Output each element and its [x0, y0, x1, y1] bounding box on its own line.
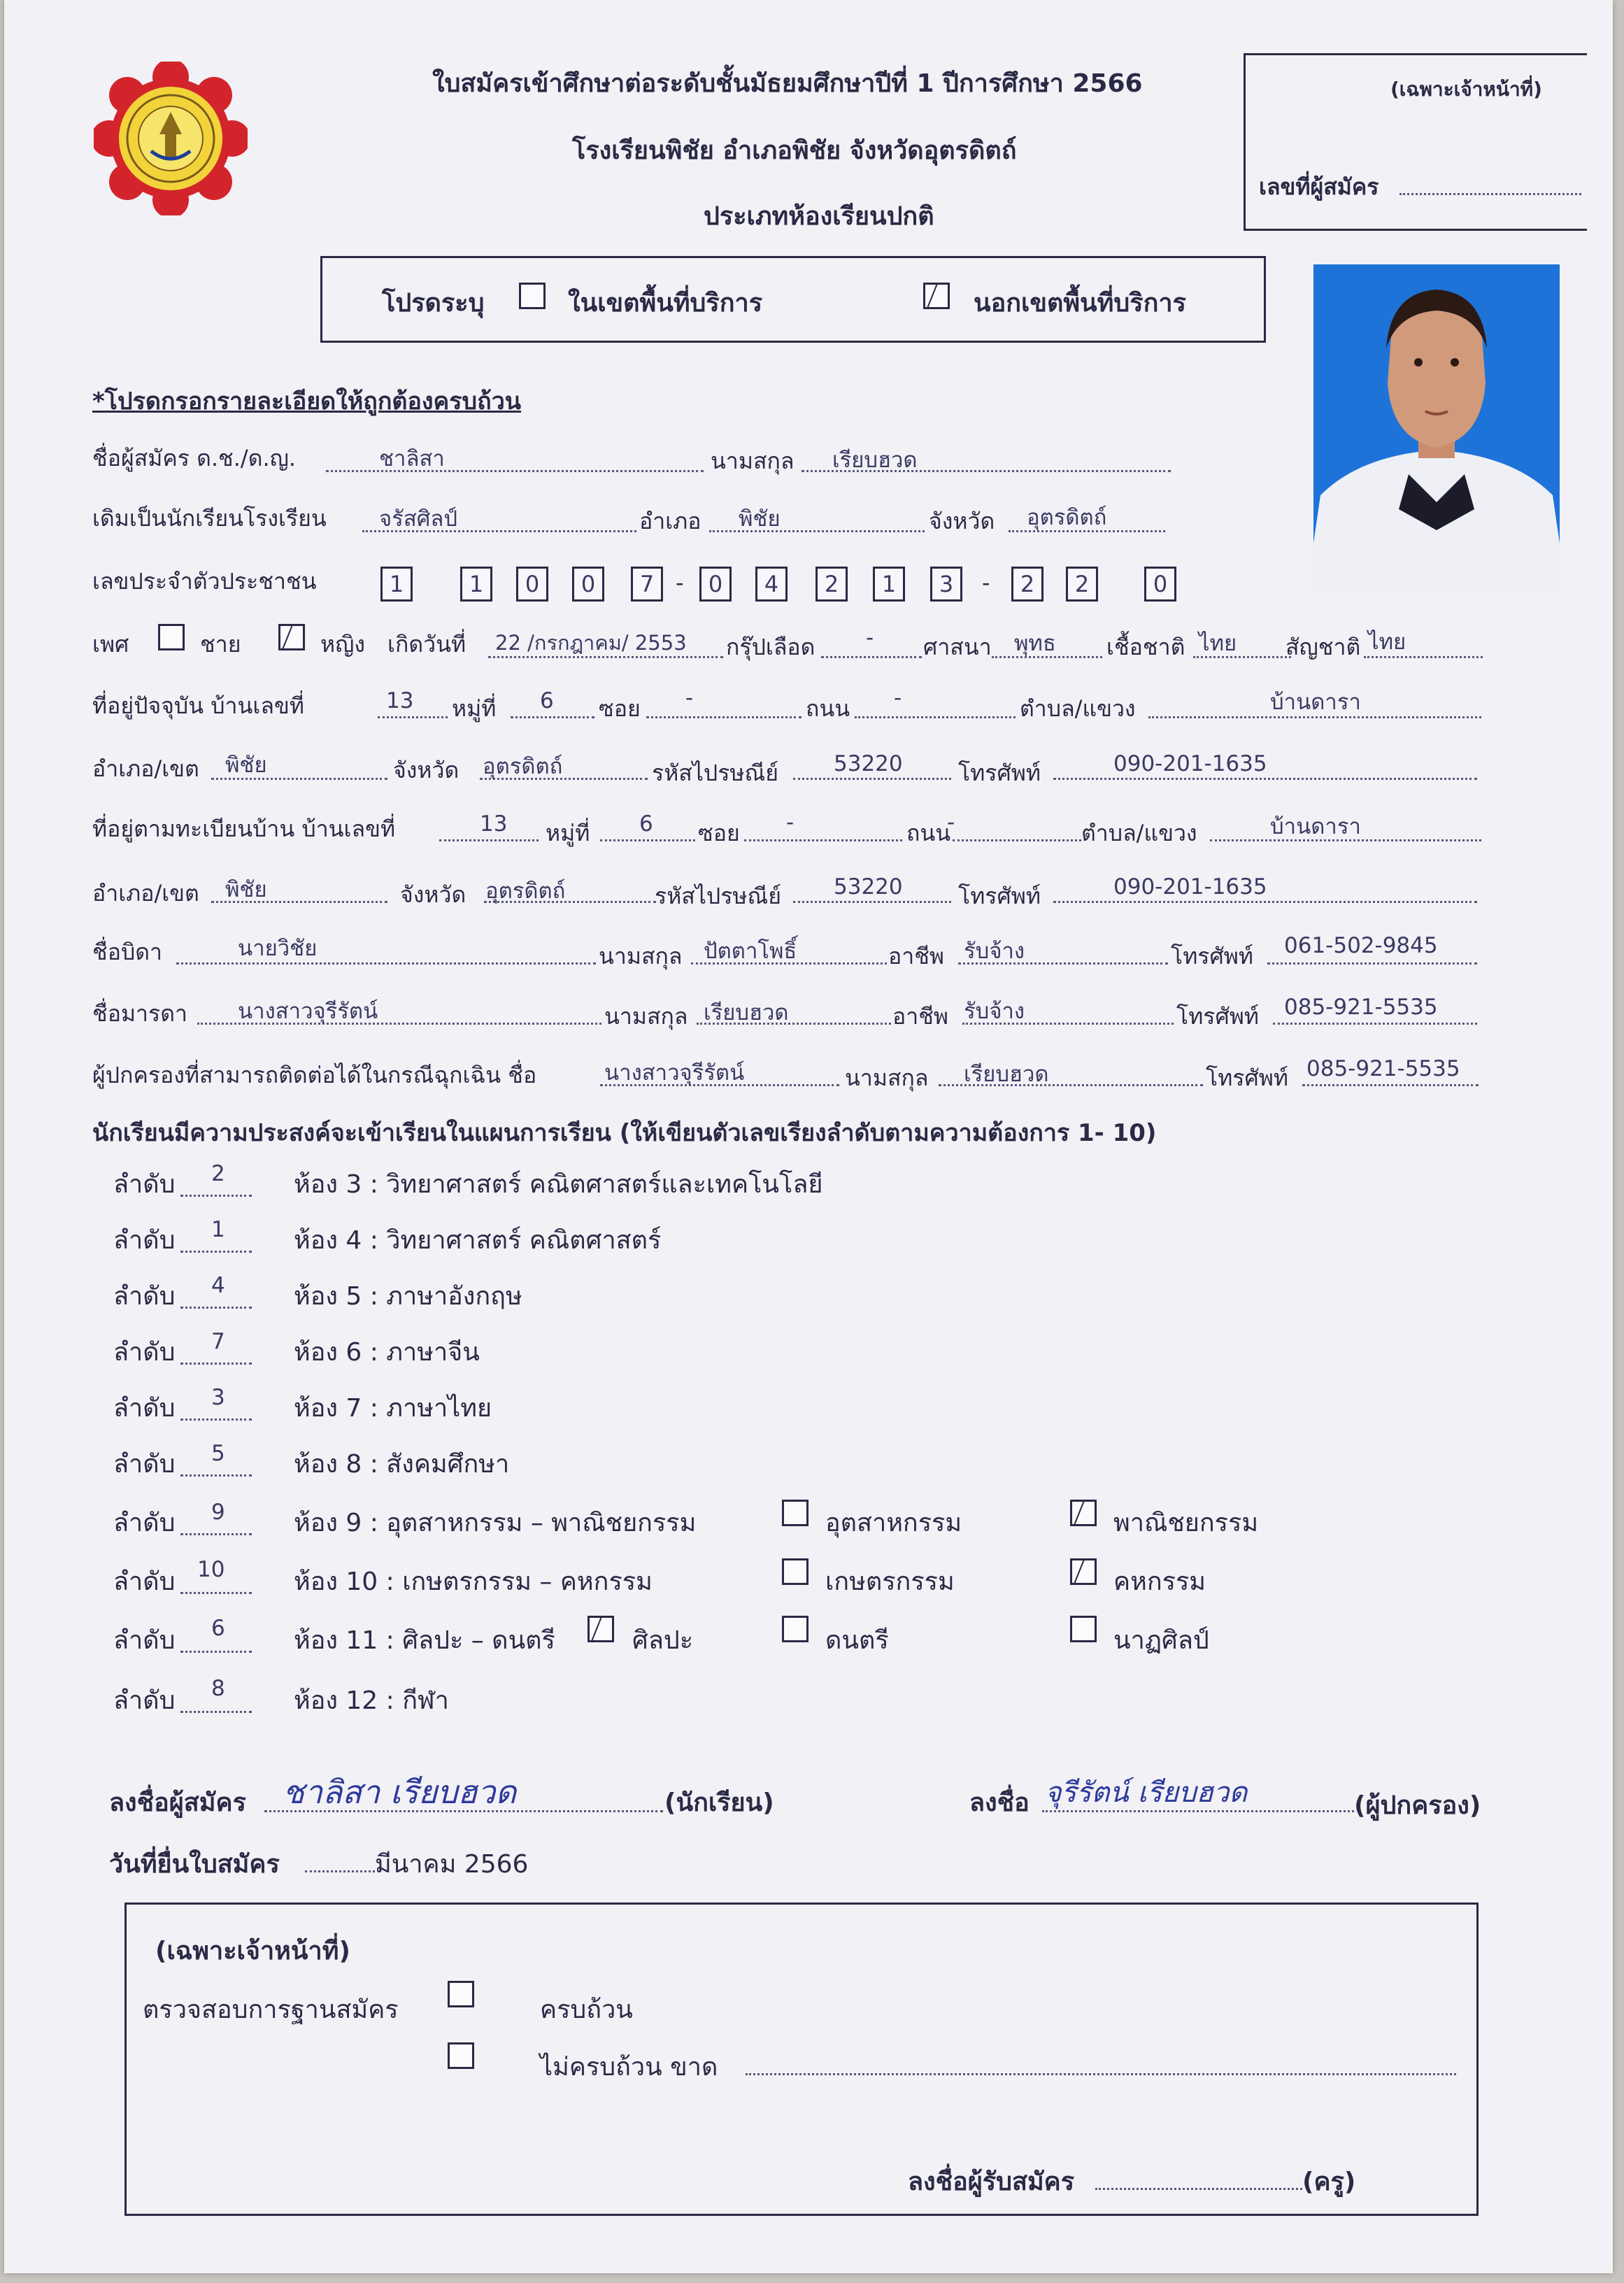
first-name-value[interactable]: ชาลิสา [379, 446, 445, 471]
registered-moo-value[interactable]: 6 [639, 811, 653, 837]
in-area-checkbox[interactable] [519, 283, 546, 309]
current-road-line [855, 716, 1016, 718]
current-province-value[interactable]: อุตรดิตถ์ [483, 754, 563, 779]
mother-surname-value[interactable]: เรียบฮวด [704, 1000, 789, 1025]
father-label: ชื่อบิดา [92, 939, 162, 965]
submission-date-line [305, 1870, 375, 1872]
registered-district-value[interactable]: พิชัย [225, 877, 267, 902]
id-digit-4[interactable]: 0 [572, 567, 604, 602]
submission-date-value[interactable]: มีนาคม 2566 [375, 1850, 529, 1879]
school-district-value[interactable]: พิชัย [739, 506, 781, 532]
rank-line [180, 1418, 252, 1421]
rank-label: ลำดับ [113, 1170, 176, 1199]
rank-value-room4[interactable]: 1 [211, 1217, 225, 1242]
guardian-label: ผู้ปกครองที่สามารถติดต่อได้ในกรณีฉุกเฉิน ชื่อ [92, 1062, 537, 1088]
rank-label: ลำดับ [113, 1567, 176, 1596]
father-job-value[interactable]: รับจ้าง [964, 939, 1025, 964]
classroom-type: ประเภทห้องเรียนปกติ [704, 202, 934, 231]
mother-job-value[interactable]: รับจ้าง [964, 999, 1025, 1024]
application-form [4, 0, 1613, 2273]
school-province-value[interactable]: อุตรดิตถ์ [1027, 505, 1107, 530]
rank-line [180, 1711, 252, 1713]
registered-subdistrict-value[interactable]: บ้านดารา [1270, 814, 1361, 839]
current-moo-line [511, 716, 594, 718]
industry-label: อุตสาหกรรม [825, 1509, 962, 1537]
current-subdistrict-label: ตำบล/แขวง [1020, 695, 1136, 722]
father-phone-line [1267, 962, 1477, 965]
incomplete-checkbox[interactable] [448, 2042, 474, 2069]
mother-phone-line [1273, 1023, 1477, 1025]
room-8-label: ห้อง 8 : สังคมศึกษา [294, 1450, 510, 1479]
rank-label: ลำดับ [113, 1338, 176, 1367]
id-digit-9[interactable]: 1 [873, 567, 905, 602]
registered-phone-label: โทรศัพท์ [958, 883, 1041, 909]
room-12-label: ห้อง 12 : กีฬา [294, 1686, 449, 1715]
national-id-label: เลขประจำตัวประชาชน [92, 568, 317, 595]
applicant-name-label: ชื่อผู้สมัคร ด.ช./ด.ญ. [92, 445, 297, 471]
submission-date-label: วันที่ยื่นใบสมัคร [109, 1850, 280, 1879]
rank-value-room9[interactable]: 9 [211, 1500, 225, 1525]
male-checkbox[interactable] [158, 624, 185, 650]
id-digit-10[interactable]: 3 [930, 567, 962, 602]
current-house-line [378, 716, 448, 718]
guardian-name-value[interactable]: นางสาวจุรีรัตน์ [604, 1060, 745, 1086]
agriculture-label: เกษตรกรรม [825, 1567, 955, 1596]
blood-value[interactable]: - [866, 625, 874, 650]
father-surname-value[interactable]: ปัตตาโพธิ์ [704, 939, 797, 964]
current-soi-label: ซอย [599, 695, 641, 722]
parent-signature[interactable]: จุรีรัตน์ เรียบฮวด [1045, 1777, 1248, 1809]
religion-value[interactable]: พุทธ [1014, 631, 1056, 656]
rank-value-room5[interactable]: 4 [211, 1273, 225, 1298]
registered-road-line [953, 839, 1081, 841]
current-moo-label: หมู่ที่ [452, 695, 497, 722]
mother-surname-label: นามสกุล [604, 1003, 688, 1030]
applicant-photo [1313, 264, 1560, 592]
id-digit-6[interactable]: 0 [699, 567, 732, 602]
rank-line [180, 1592, 252, 1594]
id-digit-7[interactable]: 4 [755, 567, 788, 602]
registered-house-line [439, 839, 539, 841]
surname-value[interactable]: เรียบฮวด [832, 448, 918, 473]
applicant-role: (นักเรียน) [664, 1788, 774, 1817]
surname-label: นามสกุล [711, 448, 795, 474]
area-prompt: โปรดระบุ [382, 289, 485, 318]
current-soi-line [646, 716, 802, 718]
rank-line [180, 1251, 252, 1253]
music-checkbox[interactable] [782, 1616, 809, 1642]
registered-address-label: ที่อยู่ตามทะเบียนบ้าน บ้านเลขที่ [92, 816, 396, 842]
rank-value-room6[interactable]: 7 [211, 1329, 225, 1354]
mother-job-label: อาชีพ [892, 1003, 948, 1030]
birth-label: เกิดวันที่ [387, 631, 466, 657]
registered-district-label: อำเภอ/เขต [92, 880, 199, 906]
father-phone-label: โทรศัพท์ [1171, 943, 1253, 969]
id-digit-13[interactable]: 0 [1144, 567, 1176, 602]
female-label: หญิง [320, 631, 365, 657]
id-digit-8[interactable]: 2 [815, 567, 848, 602]
current-phone-label: โทรศัพท์ [958, 760, 1041, 786]
registered-moo-line [600, 839, 695, 841]
guardian-surname-value[interactable]: เรียบฮวด [964, 1062, 1049, 1087]
id-digit-11[interactable]: 2 [1011, 567, 1044, 602]
missing-items-line[interactable] [746, 2073, 1456, 2075]
current-province-label: จังหวัด [393, 757, 460, 783]
registered-province-value[interactable]: อุตรดิตถ์ [485, 879, 566, 904]
parent-signature-label: ลงชื่อ [969, 1788, 1030, 1817]
receiver-role: (ครู) [1302, 2168, 1356, 2196]
school-province-label: จังหวัด [929, 508, 995, 534]
room-3-label: ห้อง 3 : วิทยาศาสตร์ คณิตศาสตร์และเทคโนโลยี [294, 1170, 823, 1199]
registered-moo-label: หมู่ที่ [546, 820, 590, 846]
art-checkbox[interactable] [587, 1616, 614, 1642]
room-5-label: ห้อง 5 : ภาษาอังกฤษ [294, 1282, 522, 1311]
school-district-label: อำเภอ [639, 508, 701, 534]
rank-value-room7[interactable]: 3 [211, 1385, 225, 1410]
applicant-number-line[interactable] [1399, 193, 1581, 195]
current-postcode-line [793, 778, 951, 780]
mother-label: ชื่อมารดา [92, 1000, 187, 1027]
nationality-label: สัญชาติ [1285, 634, 1361, 660]
music-label: ดนตรี [825, 1626, 889, 1655]
rank-line [180, 1363, 252, 1365]
mother-name-value[interactable]: นางสาวจุรีรัตน์ [238, 999, 378, 1024]
id-dash: - [676, 569, 684, 596]
complete-checkbox[interactable] [448, 1981, 474, 2007]
registered-house-value[interactable]: 13 [480, 811, 508, 837]
complete-label: ครบถ้วน [540, 1996, 633, 2024]
rank-label: ลำดับ [113, 1282, 176, 1311]
registered-road-value[interactable]: - [947, 810, 955, 835]
id-dash: - [982, 569, 990, 596]
thai-dance-label: นาฏศิลป์ [1113, 1626, 1209, 1655]
father-phone-value[interactable]: 061-502-9845 [1284, 933, 1438, 958]
registered-province-label: จังหวัด [400, 881, 466, 908]
mother-phone-label: โทรศัพท์ [1176, 1003, 1259, 1030]
school-name: โรงเรียนพิชัย อำเภอพิชัย จังหวัดอุตรดิตถ์ [572, 136, 1017, 165]
id-digit-2[interactable]: 1 [460, 567, 492, 602]
document-check-label: ตรวจสอบการฐานสมัคร [143, 1996, 399, 2024]
rank-label: ลำดับ [113, 1626, 176, 1655]
current-address-label: ที่อยู่ปัจจุบัน บ้านเลขที่ [92, 692, 304, 719]
registered-phone-line [1053, 901, 1477, 903]
current-phone-value[interactable]: 090-201-1635 [1113, 751, 1267, 776]
current-soi-value[interactable]: - [685, 685, 694, 711]
registered-soi-value[interactable]: - [786, 810, 795, 835]
sex-label: เพศ [92, 631, 129, 657]
current-house-value[interactable]: 13 [386, 688, 414, 713]
study-plan-heading: นักเรียนมีความประสงค์จะเข้าเรียนในแผนการเรียน (ให้เขียนตัวเลขเรียงลำดับตามความต้องการ 1- 10) [92, 1119, 1157, 1147]
commerce-label: พาณิชยกรรม [1113, 1509, 1259, 1537]
official-box-title: (เฉพาะเจ้าหน้าที่) [155, 1937, 350, 1965]
guardian-phone-value[interactable]: 085-921-5535 [1306, 1056, 1460, 1081]
room-10-label: ห้อง 10 : เกษตรกรรม – คหกรรม [294, 1567, 653, 1596]
home-economics-checkbox[interactable] [1070, 1558, 1097, 1585]
id-digit-5[interactable]: 7 [631, 567, 663, 602]
school-value[interactable]: จรัสศิลป์ [379, 506, 458, 532]
thai-dance-checkbox[interactable] [1070, 1616, 1097, 1642]
registered-postcode-value[interactable]: 53220 [834, 874, 903, 899]
id-digit-12[interactable]: 2 [1066, 567, 1098, 602]
out-area-label: นอกเขตพื้นที่บริการ [974, 289, 1186, 318]
rank-label: ลำดับ [113, 1226, 176, 1255]
id-digit-3[interactable]: 0 [516, 567, 548, 602]
rank-value-room12[interactable]: 8 [211, 1676, 225, 1701]
official-corner-title: (เฉพาะเจ้าหน้าที่) [1390, 78, 1542, 101]
rank-line [180, 1474, 252, 1477]
receiver-signature-line[interactable] [1095, 2188, 1302, 2190]
previous-school-label: เดิมเป็นนักเรียนโรงเรียน [92, 505, 327, 532]
home-economics-label: คหกรรม [1113, 1567, 1206, 1596]
blood-label: กรุ๊ปเลือด [726, 634, 815, 660]
out-area-checkbox[interactable] [923, 283, 950, 309]
school-seal-logo [94, 62, 248, 215]
father-surname-label: นามสกุล [599, 943, 683, 969]
rank-label: ลำดับ [113, 1686, 176, 1715]
rank-line [180, 1533, 252, 1535]
form-title: ใบสมัครเข้าศึกษาต่อระดับชั้นมัธยมศึกษาปีที่ 1 ปีการศึกษา 2566 [432, 69, 1143, 98]
current-district-label: อำเภอ/เขต [92, 755, 199, 782]
room-6-label: ห้อง 6 : ภาษาจีน [294, 1338, 480, 1367]
rank-value-room11[interactable]: 6 [211, 1616, 225, 1641]
rank-value-room10[interactable]: 10 [197, 1557, 225, 1582]
blood-line [821, 656, 922, 658]
rank-label: ลำดับ [113, 1509, 176, 1537]
parent-role: (ผู้ปกครอง) [1354, 1791, 1481, 1820]
rank-value-room3[interactable]: 2 [211, 1161, 225, 1186]
current-phone-line [1053, 778, 1477, 780]
registered-postcode-label: รหัสไปรษณีย์ [655, 883, 781, 909]
male-label: ชาย [200, 631, 241, 657]
guardian-surname-label: นามสกุล [845, 1065, 929, 1091]
registered-subdistrict-label: ตำบล/แขวง [1081, 820, 1197, 846]
id-digit-1[interactable]: 1 [380, 567, 413, 602]
female-checkbox[interactable] [278, 624, 305, 650]
commerce-checkbox[interactable] [1070, 1500, 1097, 1526]
incomplete-label: ไม่ครบถ้วน ขาด [540, 2053, 718, 2082]
current-district-value[interactable]: พิชัย [225, 753, 267, 778]
art-label: ศิลปะ [632, 1626, 694, 1655]
registered-soi-line [744, 839, 902, 841]
industry-checkbox[interactable] [782, 1500, 809, 1526]
guardian-phone-line [1302, 1084, 1479, 1086]
birth-value[interactable]: 22 /กรกฎาคม/ 2553 [495, 631, 687, 655]
father-job-label: อาชีพ [888, 943, 944, 969]
applicant-signature-label: ลงชื่อผู้สมัคร [109, 1788, 246, 1817]
rank-value-room8[interactable]: 5 [211, 1441, 225, 1466]
race-value[interactable]: ไทย [1199, 631, 1237, 656]
receiver-signature-label: ลงชื่อผู้รับสมัคร [908, 2168, 1075, 2196]
mother-phone-value[interactable]: 085-921-5535 [1284, 995, 1438, 1020]
registered-postcode-line [793, 901, 951, 903]
agriculture-checkbox[interactable] [782, 1558, 809, 1585]
room-11-label: ห้อง 11 : ศิลปะ – ดนตรี [294, 1626, 555, 1655]
instruction-text: *โปรดกรอกรายละเอียดให้ถูกต้องครบถ้วน [92, 387, 522, 415]
room-7-label: ห้อง 7 : ภาษาไทย [294, 1394, 492, 1423]
rank-line [180, 1195, 252, 1197]
current-road-label: ถนน [806, 695, 850, 722]
registered-road-label: ถนน [906, 820, 951, 846]
applicant-signature[interactable]: ชาลิสา เรียบฮวด [283, 1773, 517, 1811]
current-postcode-value[interactable]: 53220 [834, 751, 903, 776]
guardian-phone-label: โทรศัพท์ [1206, 1065, 1288, 1091]
current-postcode-label: รหัสไปรษณีย์ [652, 760, 778, 786]
religion-label: ศาสนา [923, 634, 992, 660]
room-4-label: ห้อง 4 : วิทยาศาสตร์ คณิตศาสตร์ [294, 1226, 662, 1255]
applicant-number-label: เลขที่ผู้สมัคร [1259, 173, 1379, 200]
in-area-label: ในเขตพื้นที่บริการ [568, 289, 763, 318]
current-subdistrict-value[interactable]: บ้านดารา [1270, 690, 1361, 715]
rank-line [180, 1651, 252, 1653]
rank-label: ลำดับ [113, 1450, 176, 1479]
nationality-value[interactable]: ไทย [1368, 630, 1406, 655]
current-road-value[interactable]: - [894, 685, 902, 711]
room-9-label: ห้อง 9 : อุตสาหกรรม – พาณิชยกรรม [294, 1509, 697, 1537]
registered-phone-value[interactable]: 090-201-1635 [1113, 874, 1267, 899]
father-name-value[interactable]: นายวิชัย [238, 936, 318, 961]
rank-label: ลำดับ [113, 1394, 176, 1423]
registered-soi-label: ซอย [698, 820, 740, 846]
rank-line [180, 1307, 252, 1309]
current-moo-value[interactable]: 6 [540, 688, 554, 713]
race-label: เชื้อชาติ [1106, 634, 1185, 660]
